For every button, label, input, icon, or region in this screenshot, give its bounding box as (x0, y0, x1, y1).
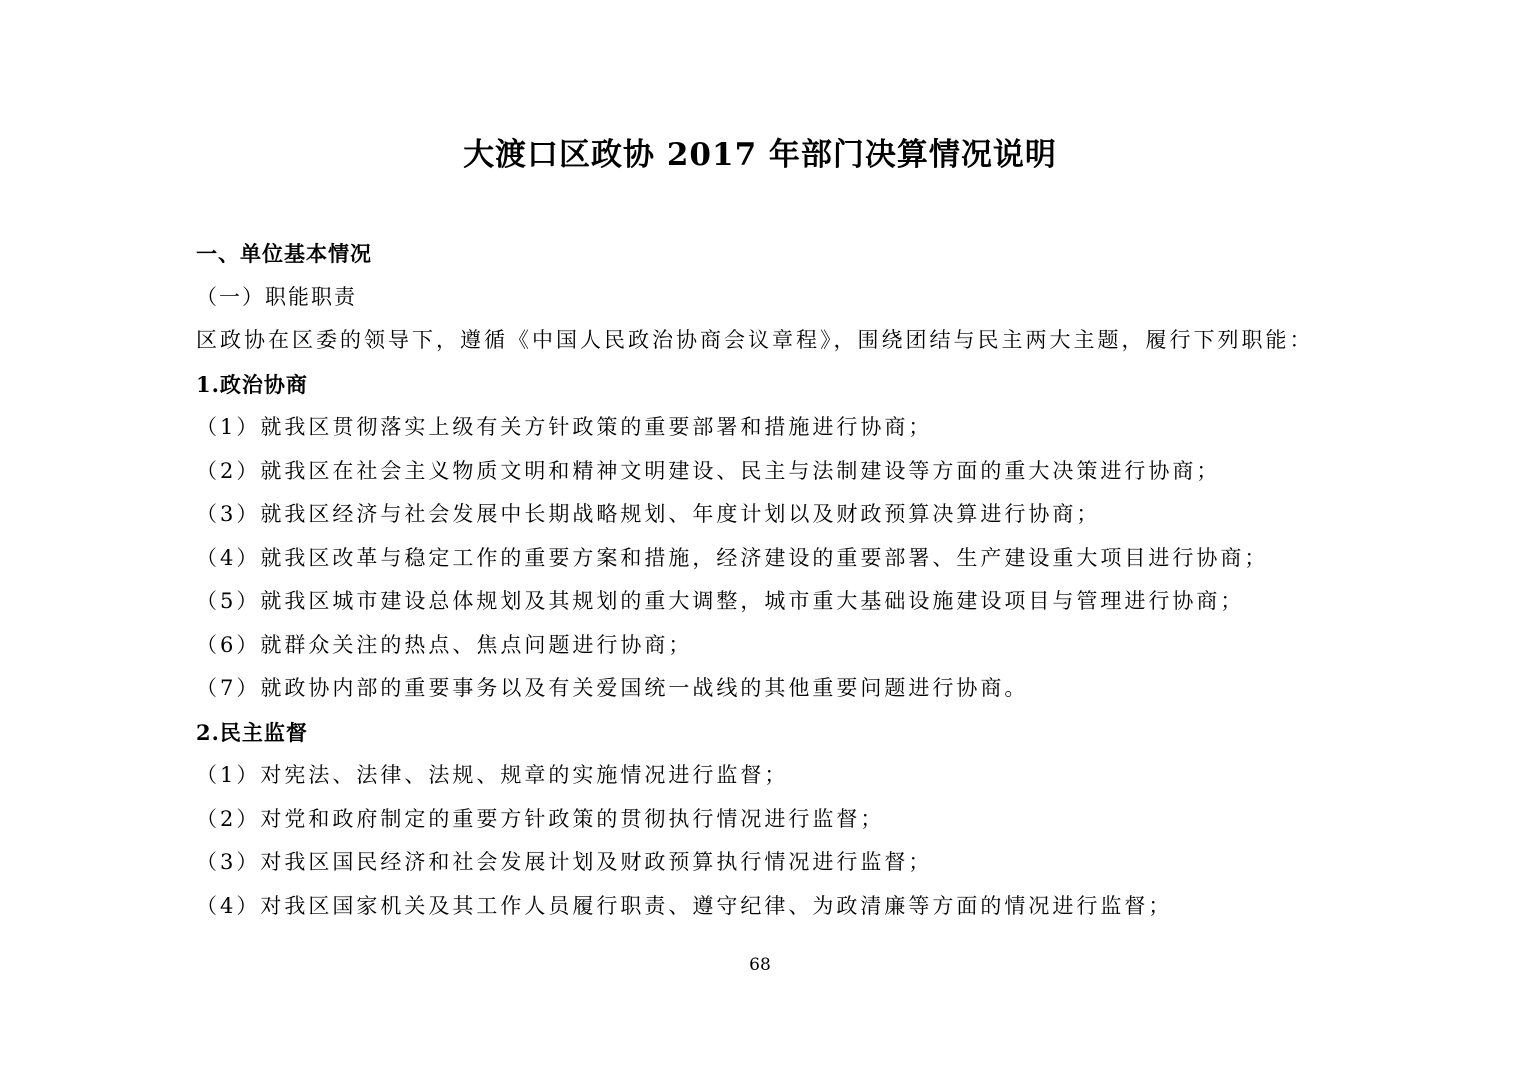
document-body (196, 232, 1376, 928)
list-item: （4）就我区改革与稳定工作的重要方案和措施，经济建设的重要部署、生产建设重大项目进行协商； (196, 545, 1269, 570)
list-item: （1）就我区贯彻落实上级有关方针政策的重要部署和措施进行协商； (196, 415, 933, 439)
list-item: （4）对我区国家机关及其工作人员履行职责、遵守纪律、为政清廉等方面的情况进行监督； (196, 893, 1173, 918)
list-item: （2）就我区在社会主义物质文明和精神文明建设、民主与法制建设等方面的重大决策进行协商； (196, 458, 1221, 483)
document-title: 大渡口区政协 2017 年部门决算情况说明 (463, 137, 1057, 173)
list-item: （2）对党和政府制定的重要方针政策的贯彻执行情况进行监督； (196, 806, 885, 831)
intro-paragraph: 区政协在区委的领导下，遵循《中国人民政治协商会议章程》，围绕团结与民主两大主题，履行下列职能： (196, 328, 1314, 352)
list-item: （6）就群众关注的热点、焦点问题进行协商； (196, 632, 693, 657)
page-number: 68 (749, 955, 771, 975)
list-item: （5）就我区城市建设总体规划及其规划的重大调整，城市重大基础设施建设项目与管理进行协商； (196, 589, 1245, 613)
list-item: （7）就政协内部的重要事务以及有关爱国统一战线的其他重要问题进行协商。 (196, 676, 1029, 700)
list-item: （3）就我区经济与社会发展中长期战略规划、年度计划以及财政预算决算进行协商； (196, 502, 1101, 526)
list-item: （1）对宪法、法律、法规、规章的实施情况进行监督； (196, 763, 789, 787)
subsection-heading: （一）职能职责 (196, 284, 357, 309)
part-heading-democratic-supervision: 2.民主监督 (196, 719, 308, 745)
part-heading-political-consultation: 1.政治协商 (196, 371, 308, 397)
list-item: （3）对我区国民经济和社会发展计划及财政预算执行情况进行监督； (196, 850, 933, 874)
section-heading: 一、单位基本情况 (196, 241, 372, 266)
